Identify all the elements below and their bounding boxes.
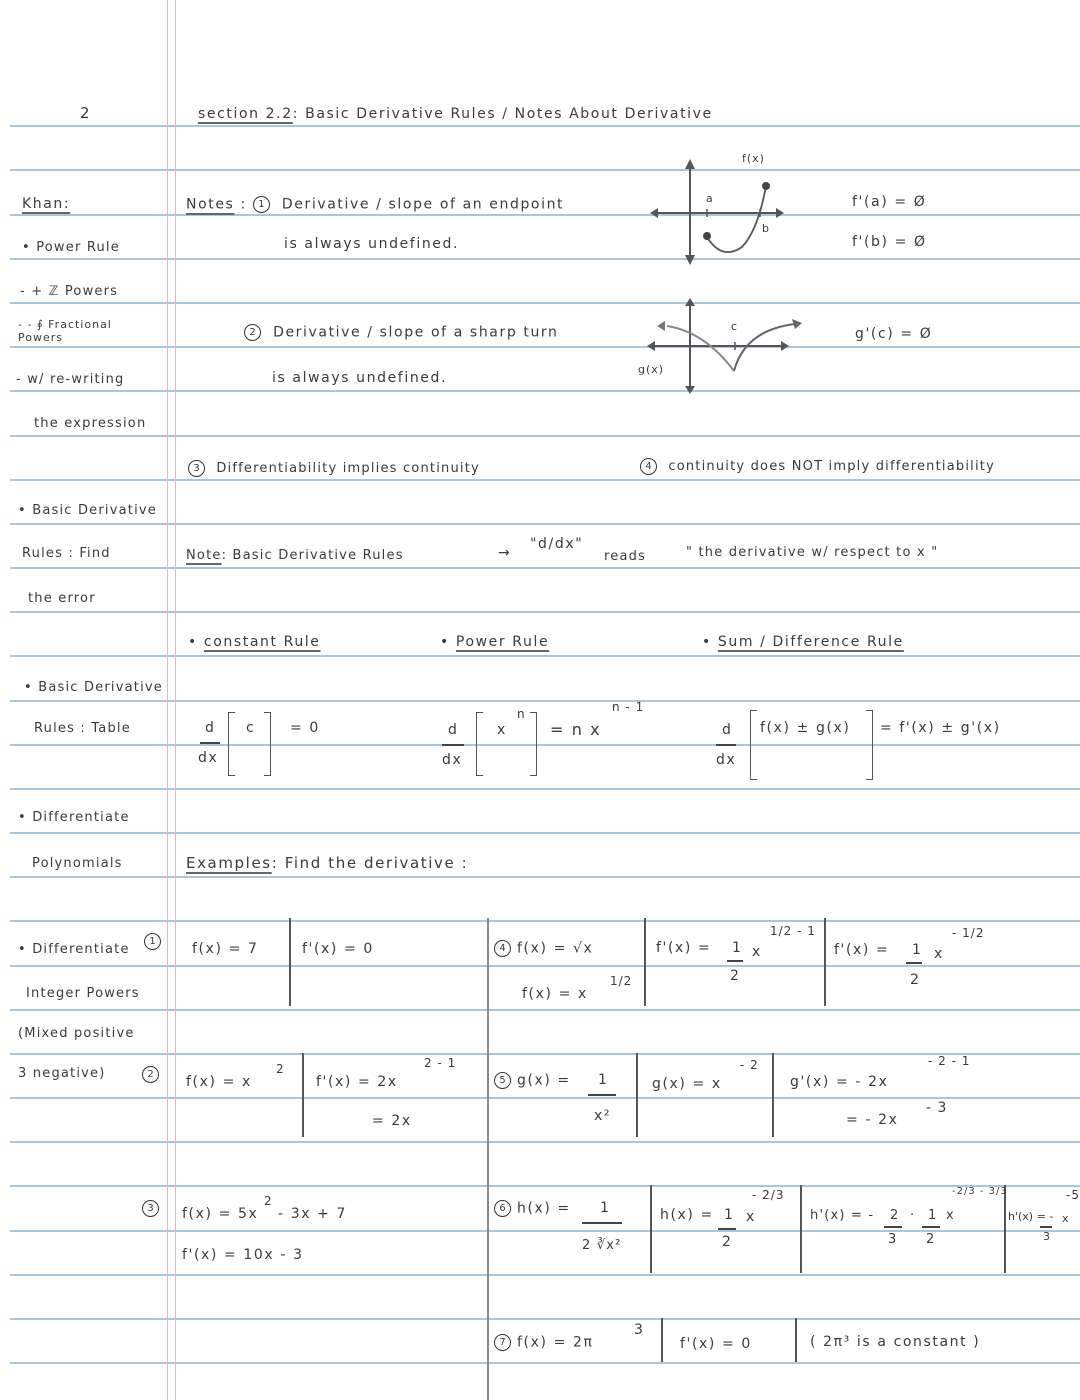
example-1-function: f(x) = 7 bbox=[192, 941, 259, 957]
fraction-bar bbox=[442, 744, 464, 746]
sidebar-item: • Basic Derivative bbox=[18, 503, 157, 518]
fraction-bar bbox=[718, 1228, 736, 1230]
reads-label: reads bbox=[604, 549, 647, 564]
section-label: section 2.2 bbox=[198, 106, 293, 122]
number-circle-icon: 4 bbox=[494, 940, 511, 957]
title-text: : Basic Derivative Rules / Notes About Derivative bbox=[292, 106, 713, 122]
examples-label: Examples bbox=[186, 854, 272, 872]
sidebar-item: (Mixed positive bbox=[18, 1026, 135, 1041]
power-inner-exponent: n bbox=[517, 707, 526, 721]
ruled-line bbox=[10, 744, 1080, 746]
example-6-deriv-2-x: x bbox=[1062, 1212, 1070, 1225]
graph-1-a: a bbox=[706, 192, 714, 205]
fraction-bar bbox=[1040, 1226, 1052, 1228]
example-7-note: ( 2π³ is a constant ) bbox=[810, 1334, 981, 1350]
example-6-deriv-dot: · bbox=[910, 1208, 916, 1223]
fraction-bar bbox=[906, 962, 922, 964]
example-6-deriv-d2: 2 bbox=[926, 1232, 936, 1247]
dx-den: dx bbox=[198, 750, 219, 766]
sum-inner: f(x) ± g(x) bbox=[760, 720, 851, 736]
ruled-line bbox=[10, 965, 1080, 967]
sidebar-item: 3 negative) bbox=[18, 1066, 106, 1081]
bracket-right bbox=[866, 710, 873, 780]
example-6-rewritten-exp: - 2/3 bbox=[752, 1188, 785, 1202]
ruled-line bbox=[10, 611, 1080, 613]
example-6-deriv-n2: 1 bbox=[928, 1208, 938, 1223]
ruled-line bbox=[10, 1318, 1080, 1320]
example-7-function bbox=[494, 1334, 594, 1351]
graph-endpoint-icon bbox=[650, 155, 790, 265]
ruled-line bbox=[10, 302, 1080, 304]
ruled-line bbox=[10, 1185, 1080, 1187]
sidebar-item: • Differentiate bbox=[18, 942, 130, 957]
ddx-symbol: "d/dx" bbox=[530, 536, 584, 552]
example-3-function-rest: - 3x + 7 bbox=[278, 1206, 348, 1222]
number-circle-icon: 3 bbox=[142, 1200, 159, 1217]
ruled-line bbox=[10, 567, 1080, 569]
ruled-line bbox=[10, 1141, 1080, 1143]
number-circle-icon: 1 bbox=[144, 933, 161, 950]
sidebar-item: Rules : Find bbox=[22, 546, 111, 561]
example-6-h-den: 2 ∛x² bbox=[582, 1238, 622, 1253]
table-divider bbox=[636, 1053, 638, 1137]
example-4-derivative-a: f'(x) = bbox=[656, 940, 712, 956]
note-2-line-2: is always undefined. bbox=[272, 370, 448, 386]
example-1-derivative: f'(x) = 0 bbox=[302, 941, 374, 957]
example-4-deriv-b-num: 1 bbox=[912, 942, 923, 958]
ruled-line bbox=[10, 1274, 1080, 1276]
ruled-line bbox=[10, 125, 1080, 127]
sidebar-item: • Power Rule bbox=[22, 240, 120, 255]
ruled-line bbox=[10, 1362, 1080, 1364]
note-4 bbox=[640, 458, 995, 475]
example-4-deriv-a-exp: 1/2 - 1 bbox=[770, 924, 816, 938]
ruled-line bbox=[10, 258, 1080, 260]
example-2-function: f(x) = x bbox=[186, 1074, 252, 1090]
table-divider bbox=[289, 918, 291, 1006]
examples-heading bbox=[186, 854, 468, 872]
ruled-line bbox=[10, 832, 1080, 834]
note-text: : Basic Derivative Rules bbox=[221, 548, 404, 563]
example-5-derivative-simplified-exp: - 3 bbox=[926, 1100, 948, 1116]
number-circle-icon: 1 bbox=[253, 196, 270, 213]
example-6-derivative-2: h'(x) = - bbox=[1008, 1210, 1054, 1223]
example-6-deriv-exp: -2/3 - 3/3 bbox=[952, 1186, 1008, 1197]
fraction-bar bbox=[582, 1222, 622, 1224]
bracket-right bbox=[264, 712, 271, 776]
bracket-left bbox=[476, 712, 483, 776]
example-4-deriv-a-den: 2 bbox=[730, 968, 741, 984]
example-5-g-den: x² bbox=[594, 1108, 612, 1124]
arrow-right-icon: → bbox=[498, 545, 512, 561]
margin-line bbox=[175, 0, 176, 1400]
example-7-derivative: f'(x) = 0 bbox=[680, 1336, 752, 1352]
page-title bbox=[198, 106, 713, 122]
page-number: 2 bbox=[80, 104, 90, 122]
note-2-result: g'(c) = Ø bbox=[855, 326, 933, 342]
bracket-left bbox=[750, 710, 757, 780]
sum-rule-label: Sum / Difference Rule bbox=[717, 634, 904, 650]
note-1-line-1: Derivative / slope of an endpoint bbox=[281, 196, 565, 213]
constant-inner: c bbox=[246, 720, 256, 736]
number-circle-icon: 5 bbox=[494, 1072, 511, 1089]
example-4-deriv-b-den: 2 bbox=[910, 972, 921, 988]
fraction-bar bbox=[200, 742, 220, 744]
table-divider bbox=[800, 1185, 802, 1273]
bracket-left bbox=[228, 712, 235, 776]
note-3-text: Differentiability implies continuity bbox=[216, 461, 480, 476]
bracket-right bbox=[530, 712, 537, 776]
number-circle-icon: 3 bbox=[188, 460, 205, 477]
sidebar-item: - - ∮ Fractional Powers bbox=[18, 318, 112, 344]
example-6-rewritten-num: 1 bbox=[724, 1207, 735, 1223]
d-num: d bbox=[722, 722, 733, 738]
ddx-meaning: " the derivative w/ respect to x " bbox=[686, 545, 939, 560]
fraction-bar bbox=[884, 1226, 902, 1228]
graph-2-c: c bbox=[731, 320, 739, 333]
note-1: Notes : 1 Derivative / slope of an endpoint bbox=[186, 196, 565, 213]
table-divider bbox=[661, 1318, 663, 1362]
example-4-deriv-a-num: 1 bbox=[732, 940, 743, 956]
example-3-function: f(x) = 5x bbox=[182, 1206, 259, 1222]
sidebar-item: • Basic Derivative bbox=[24, 680, 163, 695]
example-6-deriv-x: x bbox=[946, 1208, 955, 1223]
example-3-function-exp: 2 bbox=[264, 1194, 273, 1208]
ddx-note bbox=[186, 548, 404, 563]
graph-1-b: b bbox=[762, 222, 770, 235]
ruled-line bbox=[10, 390, 1080, 392]
table-divider bbox=[487, 918, 489, 1400]
fraction-bar bbox=[588, 1094, 616, 1096]
example-4-deriv-a-x: x bbox=[752, 944, 762, 960]
example-4-rewritten: f(x) = x bbox=[522, 986, 588, 1002]
constant-rule-label: constant Rule bbox=[203, 634, 321, 650]
power-result: = n x bbox=[550, 720, 602, 739]
ruled-line bbox=[10, 1009, 1080, 1011]
sidebar-item: the error bbox=[28, 591, 96, 606]
sidebar-item: - + ℤ Powers bbox=[20, 284, 119, 299]
example-5-derivative-exp: - 2 - 1 bbox=[928, 1054, 971, 1068]
table-divider bbox=[1004, 1185, 1006, 1273]
number-circle-icon: 4 bbox=[640, 458, 657, 475]
sidebar-item: • Differentiate bbox=[18, 810, 130, 825]
example-5-rewritten-exp: - 2 bbox=[740, 1058, 759, 1072]
example-5-derivative: g'(x) = - 2x bbox=[790, 1074, 889, 1090]
ruled-line bbox=[10, 876, 1080, 878]
example-6-deriv-2-den: 3 bbox=[1043, 1230, 1051, 1243]
sum-rule-title: • Sum / Difference Rule bbox=[702, 634, 904, 650]
graph-sharp-turn-icon bbox=[645, 298, 805, 393]
constant-result: = 0 bbox=[290, 720, 320, 736]
examples-text: : Find the derivative : bbox=[271, 854, 469, 872]
ruled-line bbox=[10, 788, 1080, 790]
example-4-deriv-b-x: x bbox=[934, 946, 944, 962]
ruled-line bbox=[10, 1053, 1080, 1055]
note-2 bbox=[244, 324, 559, 341]
d-num: d bbox=[205, 720, 216, 736]
sum-result: = f'(x) ± g'(x) bbox=[880, 720, 1001, 736]
table-divider bbox=[772, 1053, 774, 1137]
number-circle-icon: 7 bbox=[494, 1334, 511, 1351]
margin-line bbox=[167, 0, 168, 1400]
example-4-f: f(x) = √x bbox=[517, 940, 594, 957]
example-4-rewritten-exp: 1/2 bbox=[610, 974, 633, 988]
ruled-line bbox=[10, 700, 1080, 702]
example-6-deriv-n1: 2 bbox=[890, 1208, 900, 1223]
sidebar-item: Integer Powers bbox=[26, 986, 140, 1001]
fraction-bar bbox=[727, 960, 743, 962]
example-3-derivative: f'(x) = 10x - 3 bbox=[182, 1247, 304, 1263]
example-2-derivative: f'(x) = 2x bbox=[316, 1074, 398, 1090]
power-inner: x bbox=[497, 722, 507, 738]
ruled-line bbox=[10, 655, 1080, 657]
example-2-derivative-simplified: = 2x bbox=[372, 1113, 412, 1129]
ruled-line bbox=[10, 1230, 1080, 1232]
example-6-deriv-d1: 3 bbox=[888, 1232, 898, 1247]
example-6-derivative: h'(x) = - bbox=[810, 1208, 875, 1223]
example-7-f: f(x) = 2π bbox=[517, 1334, 594, 1351]
sidebar-item: Rules : Table bbox=[34, 721, 131, 736]
example-6-deriv-2-exp: -5 bbox=[1066, 1188, 1080, 1202]
dx-den: dx bbox=[716, 752, 737, 768]
example-4-deriv-b-exp: - 1/2 bbox=[952, 926, 985, 940]
note-2-line-1: Derivative / slope of a sharp turn bbox=[273, 324, 559, 341]
ruled-line bbox=[10, 920, 1080, 922]
example-3-number bbox=[142, 1200, 165, 1217]
example-5-rewritten: g(x) = x bbox=[652, 1076, 722, 1092]
graph-1-label: f(x) bbox=[742, 152, 765, 165]
example-4-function bbox=[494, 940, 593, 957]
example-6-h: h(x) = bbox=[517, 1200, 571, 1217]
number-circle-icon: 6 bbox=[494, 1200, 511, 1217]
sidebar-heading: Khan: bbox=[22, 196, 71, 212]
constant-rule-title: • constant Rule bbox=[188, 634, 321, 650]
number-circle-icon: 2 bbox=[244, 324, 261, 341]
ruled-line bbox=[10, 523, 1080, 525]
power-rule-title: • Power Rule bbox=[440, 634, 550, 650]
note-1-result-b: f'(b) = Ø bbox=[852, 234, 927, 250]
example-6-rewritten-x: x bbox=[746, 1209, 756, 1225]
table-divider bbox=[302, 1053, 304, 1137]
note-4-text: continuity does NOT imply differentiability bbox=[668, 459, 995, 474]
example-4-derivative-b: f'(x) = bbox=[834, 942, 890, 958]
example-7-function-exp: 3 bbox=[634, 1322, 644, 1338]
example-5-function bbox=[494, 1072, 571, 1089]
example-6-rewritten: h(x) = bbox=[660, 1207, 714, 1223]
example-5-derivative-simplified: = - 2x bbox=[846, 1112, 899, 1128]
graph-2-label: g(x) bbox=[638, 363, 665, 376]
note-3 bbox=[188, 460, 480, 477]
note-label: Note bbox=[186, 548, 222, 563]
ruled-line bbox=[10, 479, 1080, 481]
example-2-derivative-exp: 2 - 1 bbox=[424, 1056, 457, 1070]
notes-label: Notes bbox=[186, 196, 235, 213]
ruled-line bbox=[10, 1097, 1080, 1099]
example-5-g-num: 1 bbox=[598, 1072, 609, 1088]
example-6-function bbox=[494, 1200, 571, 1217]
example-5-g: g(x) = bbox=[517, 1072, 571, 1089]
sidebar-item: - w/ re-writing bbox=[16, 372, 125, 387]
ruled-line bbox=[10, 214, 1080, 216]
example-1-number bbox=[144, 933, 167, 950]
ruled-line bbox=[10, 169, 1080, 171]
example-2-number bbox=[142, 1066, 165, 1083]
note-1-result-a: f'(a) = Ø bbox=[852, 194, 927, 210]
note-1-line-2: is always undefined. bbox=[284, 236, 460, 252]
ruled-line bbox=[10, 435, 1080, 437]
table-divider bbox=[650, 1185, 652, 1273]
table-divider bbox=[644, 918, 646, 1006]
power-rule-label: Power Rule bbox=[455, 634, 550, 650]
d-num: d bbox=[448, 722, 459, 738]
table-divider bbox=[824, 918, 826, 1006]
fraction-bar bbox=[716, 744, 736, 746]
example-2-function-exp: 2 bbox=[276, 1062, 285, 1076]
power-result-exponent: n - 1 bbox=[612, 700, 645, 714]
table-divider bbox=[795, 1318, 797, 1362]
sidebar-item: the expression bbox=[34, 416, 147, 431]
fraction-bar bbox=[922, 1226, 940, 1228]
example-6-rewritten-den: 2 bbox=[722, 1234, 733, 1250]
ruled-line bbox=[10, 346, 1080, 348]
number-circle-icon: 2 bbox=[142, 1066, 159, 1083]
dx-den: dx bbox=[442, 752, 463, 768]
example-6-h-num: 1 bbox=[600, 1200, 611, 1216]
sidebar-item: Polynomials bbox=[32, 856, 123, 871]
